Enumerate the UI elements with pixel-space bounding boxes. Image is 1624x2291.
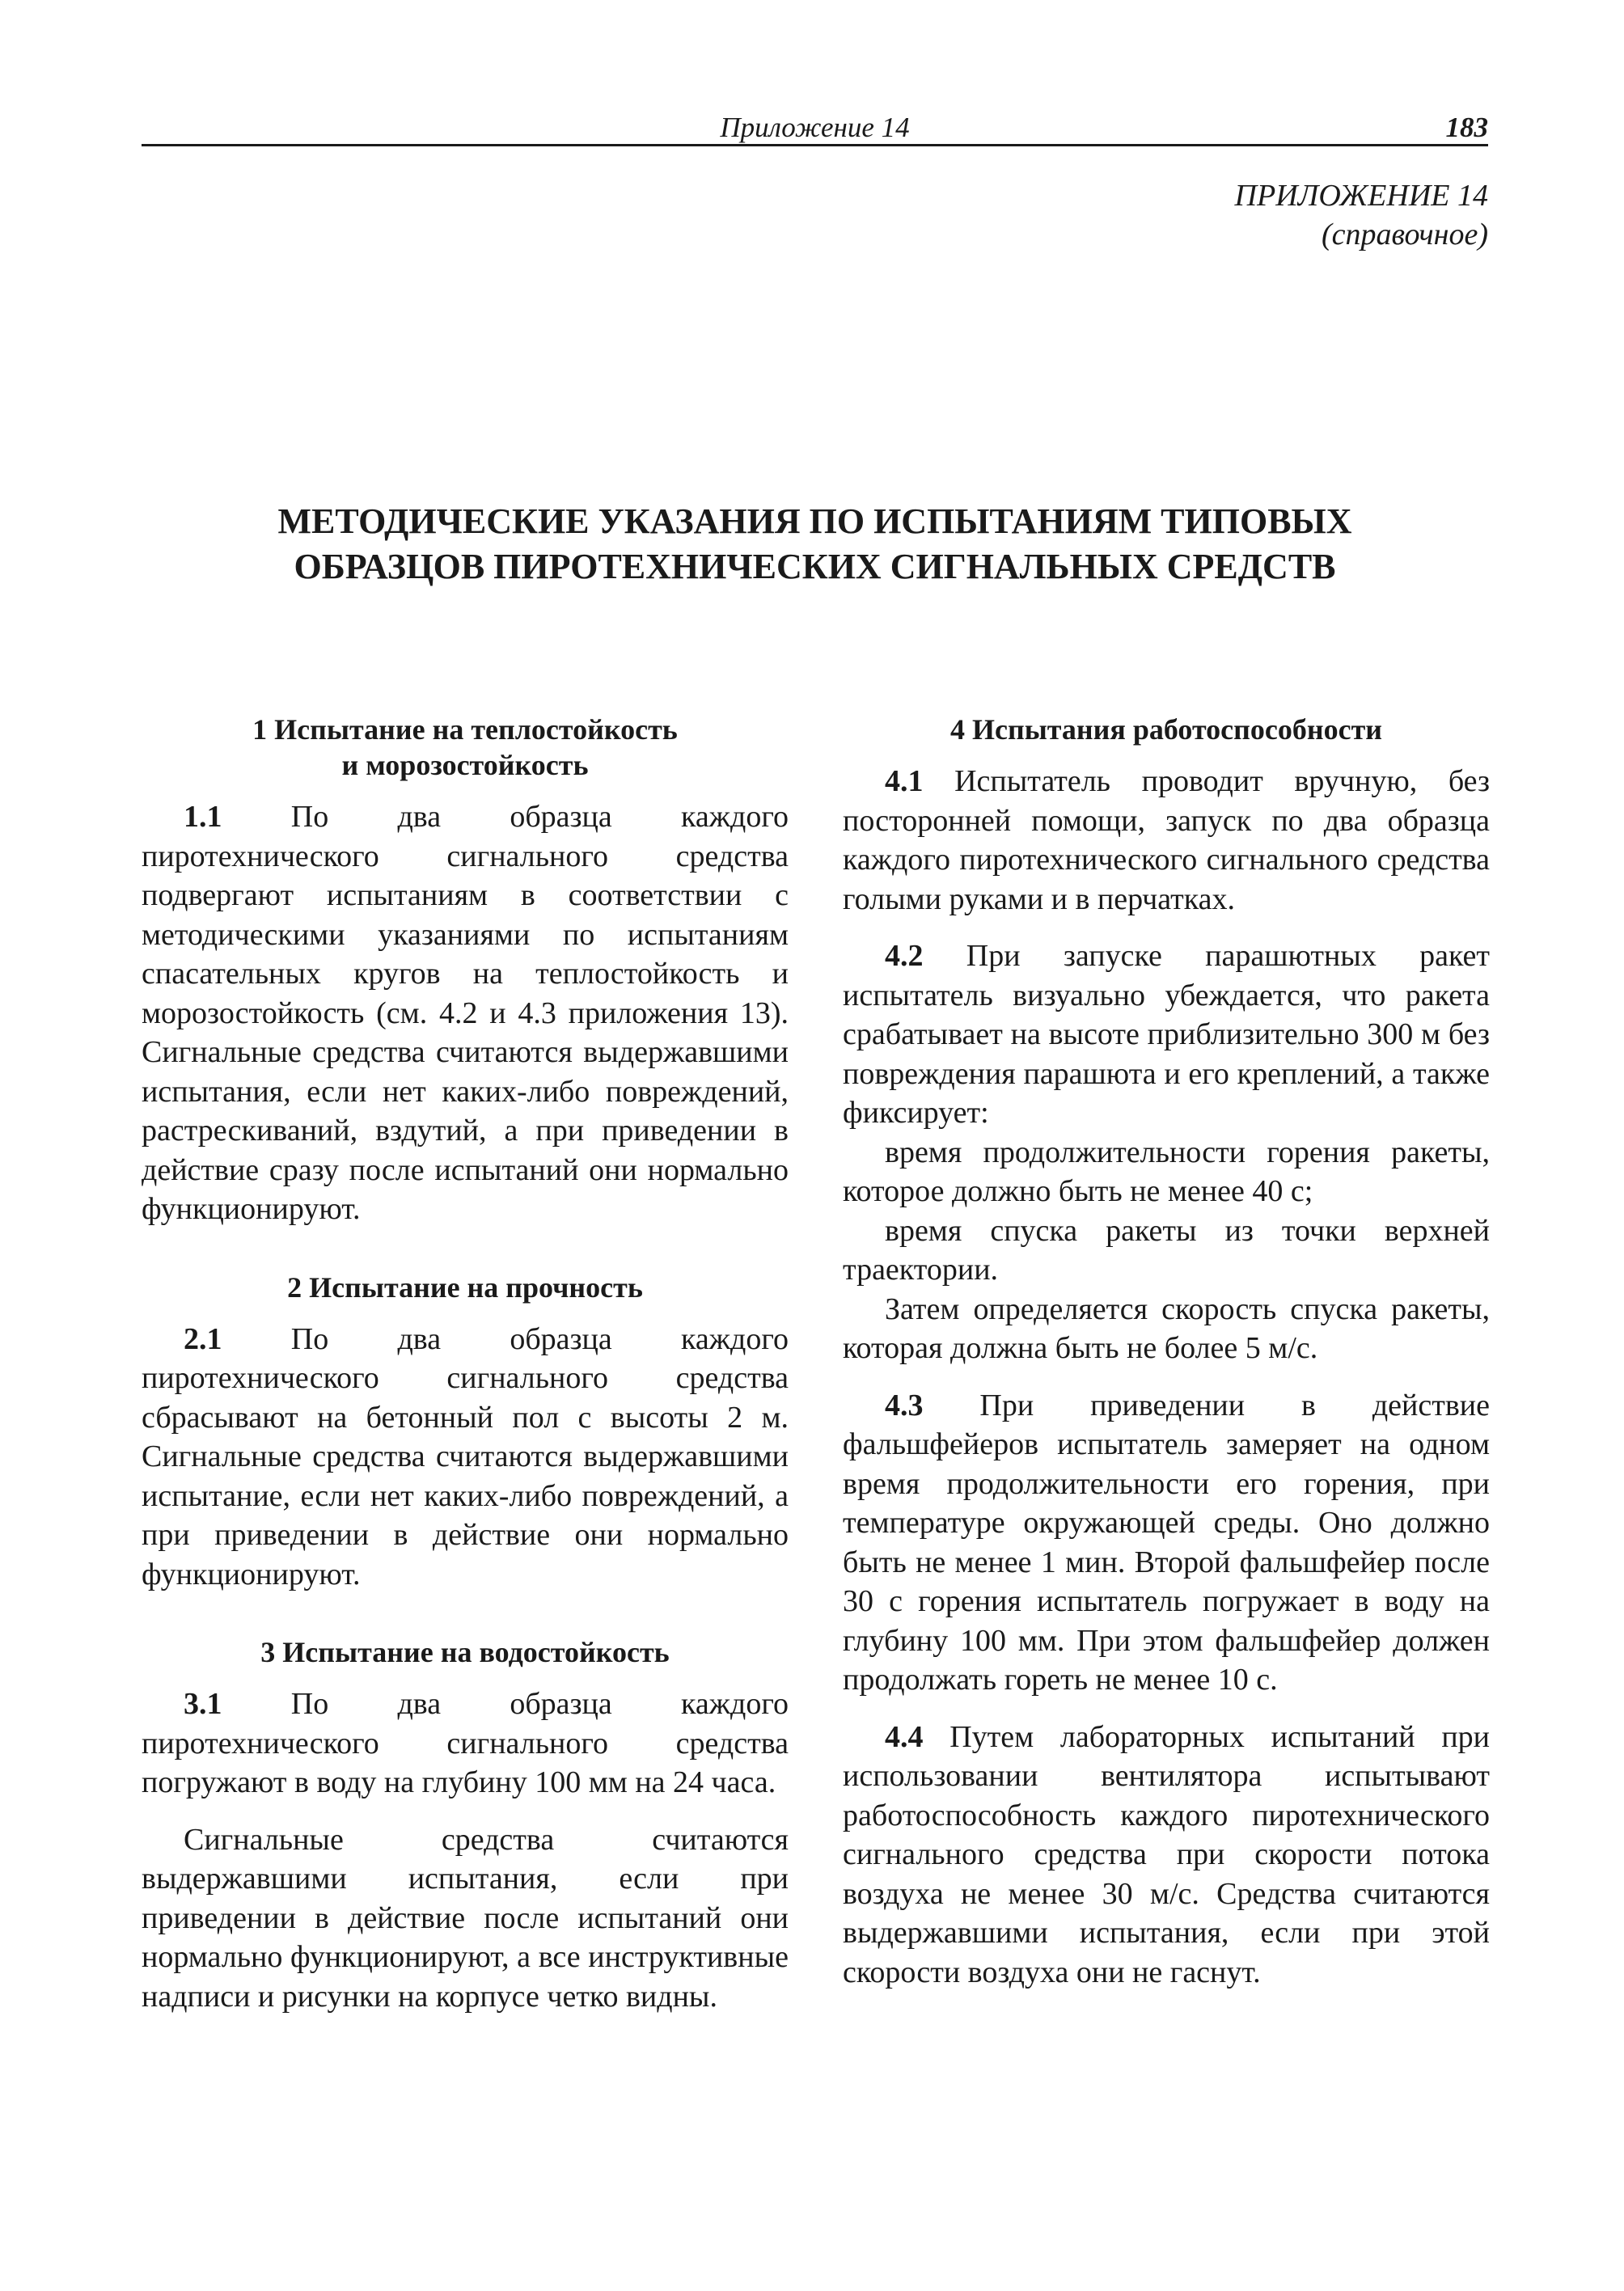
running-title: Приложение 14 [720, 112, 910, 143]
clause-1-1-number: 1.1 [184, 800, 222, 834]
clause-3-1-number: 3.1 [184, 1687, 222, 1721]
appendix-note: (справочное) [1321, 218, 1488, 252]
clause-4-2 [843, 936, 1490, 1133]
left-column [142, 712, 789, 2016]
section-2-heading: 2 Испытание на прочность [287, 1270, 643, 1304]
clause-4-2-text: При запуске парашютных ракет испытатель визуально убеждается, что ракета срабатывает на высоте приблизительно 300 м без повреждения парашюта и его креплений, а также фиксирует: [843, 939, 1490, 1130]
clause-4-2-item-2: время спуска ракеты из точки верхней траектории. [843, 1213, 1490, 1287]
clause-4-4 [843, 1718, 1490, 1993]
clause-2-1 [142, 1320, 789, 1595]
section-3-heading: 3 Испытание на водостойкость [260, 1636, 670, 1668]
clause-4-4-number: 4.4 [885, 1719, 924, 1754]
section-1 [142, 712, 789, 1229]
clause-4-1-number: 4.1 [885, 764, 924, 798]
title-line-1: МЕТОДИЧЕСКИЕ УКАЗАНИЯ ПО ИСПЫТАНИЯМ ТИПОВЫХ [277, 501, 1352, 541]
running-header [142, 112, 1488, 146]
clause-1-1 [142, 797, 789, 1229]
section-3 [142, 1634, 789, 2016]
appendix-label-block [1235, 176, 1488, 254]
clause-4-2-item-1: время продолжительности горения ракеты, которое должно быть не менее 40 с; [843, 1135, 1490, 1208]
clause-4-1-text: Испытатель проводит вручную, без посторонней помощи, запуск по два образца каждого пиротехнического сигнального средства голыми руками и в перчатках. [843, 764, 1490, 916]
right-column [843, 712, 1490, 1992]
clause-3-1-text: По два образца каждого пиротехнического сигнального средства погружают в воду на глубину 100 мм на 24 часа. [142, 1687, 789, 1799]
section-1-heading-line1: 1 Испытание на теплостойкость [252, 713, 678, 746]
clause-4-1 [843, 762, 1490, 919]
clause-4-4-text: Путем лабораторных испытаний при использовании вентилятора испытывают работоспособность каждого пиротехнического сигнального средства при скорости потока воздуха не менее 30 м/с. Средства считаются выдержавшими испытания, если при этой скорости воздуха они не гаснут. [843, 1719, 1490, 1989]
section-4 [843, 712, 1490, 1992]
section-1-heading [142, 712, 789, 783]
section-1-heading-line2: и морозостойкость [341, 749, 589, 781]
document-title [142, 499, 1488, 590]
clause-4-3-text: При приведении в действие фальшфейеров испытатель замеряет на одном время продолжительности его горения, при температуре окружающей среды. Оно должно быть не менее 1 мин. Второй фальшфейер после 30 с горения испытатель погружает в воду на глубину 100 мм. При этом фальшфейер должен продолжать гореть не менее 10 с. [843, 1388, 1490, 1697]
clause-1-1-text: По два образца каждого пиротехнического сигнального средства подвергают испытаниям в соответствии с методическими указаниями по испытаниям спасательных кругов на теплостойкость и морозостойкость (см. 4.2 и 4.3 приложения 13). Сигнальные средства считаются выдержавшими испытания, если нет каких-либо повреждений, растрескиваний, вздутий, а при приведении в действие сразу после испытаний они нормально функционируют. [142, 800, 789, 1226]
clause-4-2-number: 4.2 [885, 939, 924, 973]
clause-3-1 [142, 1684, 789, 1803]
clause-3-1-continuation: Сигнальные средства считаются выдержавшими испытания, если при приведении в действие после испытаний они нормально функционируют, а все инструктивные надписи и рисунки на корпусе четко видны. [142, 1822, 789, 2014]
clause-4-3-number: 4.3 [885, 1388, 924, 1422]
clause-2-1-number: 2.1 [184, 1321, 222, 1356]
page-number: 183 [1445, 112, 1488, 143]
clause-2-1-text: По два образца каждого пиротехнического сигнального средства сбрасывают на бетонный пол с высоты 2 м. Сигнальные средства считаются выдержавшими испытание, если нет каких-либо повреждений, а при приведении в действие они нормально функционируют. [142, 1321, 789, 1591]
section-4-heading: 4 Испытания работоспособности [949, 713, 1383, 746]
title-line-2: ОБРАЗЦОВ ПИРОТЕХНИЧЕСКИХ СИГНАЛЬНЫХ СРЕДСТВ [294, 547, 1336, 586]
clause-4-2-conclusion: Затем определяется скорость спуска ракеты, которая должна быть не более 5 м/с. [843, 1291, 1490, 1365]
clause-4-3 [843, 1386, 1490, 1700]
appendix-label: ПРИЛОЖЕНИЕ 14 [1234, 179, 1488, 213]
section-2 [142, 1270, 789, 1595]
